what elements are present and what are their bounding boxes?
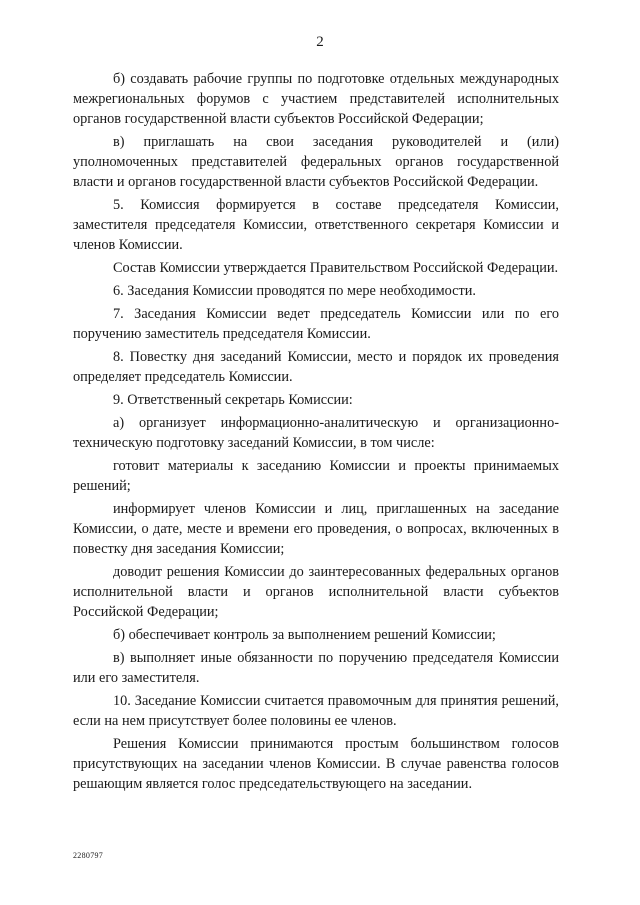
paragraph-9b: б) обеспечивает контроль за выполнением решений Комиссии; (113, 627, 496, 643)
paragraph-9a-informs: информирует членов Комиссии и лиц, приглашенных на заседание Комиссии, о дате, месте и времени его проведения, о вопросах, включенных в повестку дня заседания Комиссии; (73, 501, 559, 557)
paragraph-10-decisions: Решения Комиссии принимаются простым большинством голосов присутствующих на заседании членов Комиссии. В случае равенства голосов решающим является голос председательствующего на заседании. (73, 736, 559, 792)
paragraph-9a: а) организует информационно-аналитическую и организационно-техническую подготовку заседаний Комиссии, в том числе: (73, 415, 559, 451)
paragraph-9: 9. Ответственный секретарь Комиссии: (113, 392, 353, 408)
paragraph-5-composition: Состав Комиссии утверждается Правительством Российской Федерации. (113, 260, 559, 276)
paragraph-9a-communicates: доводит решения Комиссии до заинтересованных федеральных органов исполнительной власти и органов исполнительной власти субъектов Российской Федерации; (73, 564, 559, 620)
paragraph-9a-prepares: готовит материалы к заседанию Комиссии и проекты принимаемых решений; (73, 458, 559, 494)
paragraph-4v: в) приглашать на свои заседания руководителей и (или) уполномоченных представителей федеральных органов государственной власти и органов государственной власти субъектов Российской Федерации. (73, 134, 559, 190)
paragraph-10: 10. Заседание Комиссии считается правомочным для принятия решений, если на нем присутствует более половины ее членов. (73, 693, 559, 729)
document-body (73, 69, 559, 797)
page-number: 2 (316, 34, 324, 50)
paragraph-6: 6. Заседания Комиссии проводятся по мере необходимости. (113, 283, 476, 299)
paragraph-9v: в) выполняет иные обязанности по поручению председателя Комиссии или его заместителя. (73, 650, 559, 686)
document-id: 2280797 (73, 851, 104, 860)
paragraph-7: 7. Заседания Комиссии ведет председатель Комиссии или по его поручению заместитель председателя Комиссии. (73, 306, 559, 342)
paragraph-8: 8. Повестку дня заседаний Комиссии, место и порядок их проведения определяет председатель Комиссии. (73, 349, 559, 385)
paragraph-4b: б) создавать рабочие группы по подготовке отдельных международных межрегиональных форумов с участием представителей исполнительных органов государственной власти субъектов Российской Федерации; (73, 71, 559, 127)
paragraph-5: 5. Комиссия формируется в составе председателя Комиссии, заместителя председателя Комиссии, ответственного секретаря Комиссии и членов Комиссии. (73, 197, 559, 253)
